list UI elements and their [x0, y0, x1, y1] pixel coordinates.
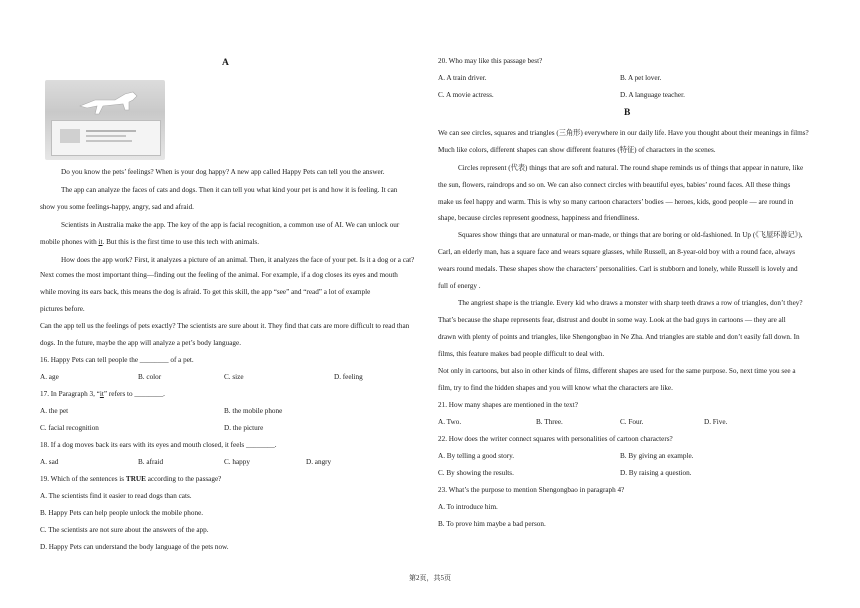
q17-option-d[interactable]: D. the picture [224, 424, 264, 432]
q20-option-a[interactable]: A. A train driver. [438, 74, 487, 82]
section-a-heading: A [222, 58, 229, 68]
q22-option-d[interactable]: D. By raising a question. [620, 469, 692, 477]
section-a-paragraph-5-line: Can the app tell us the feelings of pets exactly? The scientists are sure about it. They find that cats are more difficult to read than [40, 322, 410, 330]
q16-option-b[interactable]: B. color [138, 373, 162, 381]
section-a-paragraph-3-line: mobile phones with it. But this is the first time to use this tech with animals. [40, 238, 260, 246]
q16-option-a[interactable]: A. age [40, 373, 59, 381]
q21-option-d[interactable]: D. Five. [704, 418, 728, 426]
app-screen-card [51, 120, 161, 156]
section-a-paragraph-3-line: Scientists in Australia make the app. The key of the app is facial recognition, a common use of AI. We can unlock our [61, 221, 400, 229]
q21-option-c[interactable]: C. Four. [620, 418, 644, 426]
q17-option-b[interactable]: B. the mobile phone [224, 407, 283, 415]
q20-option-b[interactable]: B. A pet lover. [620, 74, 662, 82]
q19-option-d[interactable]: D. Happy Pets can understand the body language of the pets now. [40, 543, 229, 551]
q19-option-a[interactable]: A. The scientists find it easier to read dogs than cats. [40, 492, 192, 500]
section-b-paragraph-3-line: Carl, an elderly man, has a square face and wears square glasses, while Russell, an 8-year-old boy with a round face, always [438, 248, 796, 256]
q18-option-a[interactable]: A. sad [40, 458, 59, 466]
section-b-paragraph-4-line: drawn with plenty of points and triangles, like Shengongbao in Ne Zha. And triangles are stable and don’t easily fall down. In [438, 333, 800, 341]
underlined-it: it [98, 238, 103, 246]
q21-option-b[interactable]: B. Three. [536, 418, 563, 426]
question-19: 19. Which of the sentences is TRUE according to the passage? [40, 475, 222, 483]
question-18: 18. If a dog moves back its ears with its eyes and mouth closed, it feels ________. [40, 441, 277, 449]
section-b-paragraph-4-line: That’s because the shape represents fear, distrust and doubt in some way. Look at the bad guys in cartoons — they are all [438, 316, 786, 324]
q20-option-d[interactable]: D. A language teacher. [620, 91, 685, 99]
q22-option-c[interactable]: C. By showing the results. [438, 469, 514, 477]
section-b-paragraph-2-line: the sun, flowers, raindrops and so on. We can also connect circles with beautiful eyes, babies’ round faces. All these things [438, 181, 791, 189]
question-23: 23. What’s the purpose to mention Shengongbao in paragraph 4? [438, 486, 625, 494]
q18-option-d[interactable]: D. angry [306, 458, 332, 466]
q18-option-b[interactable]: B. afraid [138, 458, 164, 466]
section-b-paragraph-1-line: We can see circles, squares and triangles (三角形) everywhere in our daily life. Have you thought about their meanings in films? [438, 129, 809, 137]
q23-option-a[interactable]: A. To introduce him. [438, 503, 498, 511]
section-b-paragraph-3-line: full of energy . [438, 282, 481, 290]
section-b-paragraph-5-line: film, try to find the hidden shapes and you will know what the characters are like. [438, 384, 673, 392]
question-17: 17. In Paragraph 3, “it” refers to ________. [40, 390, 165, 398]
section-b-paragraph-3-line: Squares show things that are unnatural or man-made, or things that are boring or old-fashioned. In Up (《飞屋环游记》), [458, 231, 803, 239]
q22-option-b[interactable]: B. By giving an example. [620, 452, 694, 460]
section-b-heading: B [624, 108, 631, 118]
question-16: 16. Happy Pets can tell people the ________ of a pet. [40, 356, 194, 364]
section-b-paragraph-5-line: Not only in cartoons, but also in other kinds of films, different shapes are used for the same purpose. So, next time you see a [438, 367, 796, 375]
question-22: 22. How does the writer connect squares with personalities of cartoon characters? [438, 435, 673, 443]
q19-option-b[interactable]: B. Happy Pets can help people unlock the mobile phone. [40, 509, 204, 517]
section-a-paragraph-2-line: show you some feelings-happy, angry, sad and afraid. [40, 203, 194, 211]
q19-option-c[interactable]: C. The scientists are not sure about the answers of the app. [40, 526, 209, 534]
section-a-paragraph-4-line: while moving its ears back, this means the dog is afraid. To get this skill, the app “see” and “read” a lot of example [40, 288, 371, 296]
question-21: 21. How many shapes are mentioned in the text? [438, 401, 578, 409]
q20-option-c[interactable]: C. A movie actress. [438, 91, 494, 99]
section-a-paragraph-4-line: How does the app work? First, it analyzes a picture of an animal. Then, it analyzes the face of your pet. Is it a dog or a cat? [61, 256, 415, 264]
q21-option-a[interactable]: A. Two. [438, 418, 462, 426]
q16-option-d[interactable]: D. feeling [334, 373, 363, 381]
dog-silhouette-icon [75, 88, 145, 118]
section-a-paragraph-4-line: pictures before. [40, 305, 85, 313]
section-b-paragraph-1-line: Much like colors, different shapes can show different features (特征) of characters in the scenes. [438, 146, 716, 154]
page-number-footer: 第2页，共5页 [409, 574, 451, 582]
section-b-paragraph-4-line: The angriest shape is the triangle. Every kid who draws a monster with sharp teeth draws a row of triangles, don’t they? [458, 299, 803, 307]
question-20: 20. Who may like this passage best? [438, 57, 543, 65]
q23-option-b[interactable]: B. To prove him maybe a bad person. [438, 520, 546, 528]
q22-option-a[interactable]: A. By telling a good story. [438, 452, 514, 460]
section-b-paragraph-4-line: films, this feature makes bad people difficult to deal with. [438, 350, 605, 358]
section-a-paragraph-5-line: dogs. In the future, maybe the app will analyze a pet’s body language. [40, 339, 241, 347]
section-a-paragraph-4-line: Next comes the most important thing—finding out the feeling of the animal. For example, if a dog closes its eyes and mouth [40, 271, 398, 279]
q18-option-c[interactable]: C. happy [224, 458, 250, 466]
q16-option-c[interactable]: C. size [224, 373, 244, 381]
q17-option-a[interactable]: A. the pet [40, 407, 69, 415]
section-a-paragraph-1: Do you know the pets’ feelings? When is your dog happy? A new app called Happy Pets can tell you the answer. [61, 168, 385, 176]
section-b-paragraph-2-line: make us feel happy and warm. This is why so many cartoon characters’ bodies — heroes, kids, good people — are round in [438, 198, 794, 206]
dog-app-photo-icon [45, 80, 165, 160]
section-b-paragraph-2-line: Circles represent (代表) things that are soft and natural. The round shape reminds us of things that appear in nature, like [458, 164, 804, 172]
section-b-paragraph-2-line: shape, because circles represent goodness, happiness and friendliness. [438, 214, 640, 222]
app-screen-lines-icon [52, 121, 160, 155]
section-a-paragraph-2-line: The app can analyze the faces of cats and dogs. Then it can tell you what kind your pet is and how it is feeling. It can [61, 186, 398, 194]
q17-option-c[interactable]: C. facial recognition [40, 424, 99, 432]
section-b-paragraph-3-line: wears round medals. These shapes show the characters’ personalities. Carl is stubborn and lonely, while Russell is lovely and [438, 265, 798, 273]
